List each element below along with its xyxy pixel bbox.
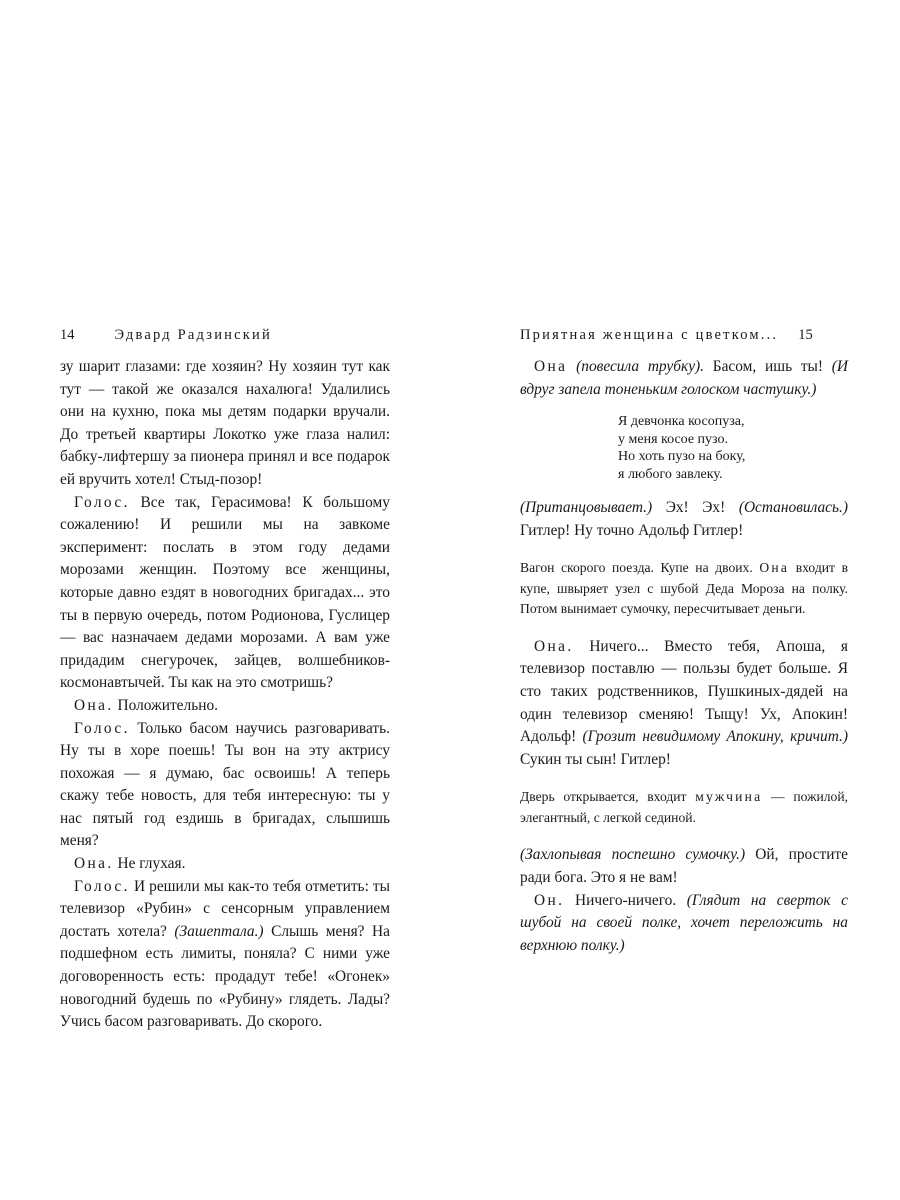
verse-line: Я девчонка косопуза,	[618, 414, 745, 430]
paragraph: (Захлопывая поспешно сумочку.) Ой, простите ради бога. Это я не вам!	[520, 846, 848, 887]
right-page	[520, 326, 848, 957]
speaker-name: Она	[534, 358, 568, 375]
stage-direction: (повесила трубку).	[576, 358, 705, 375]
song-verse	[618, 413, 848, 483]
stage-direction: (Захлопывая поспешно сумочку.)	[520, 846, 746, 864]
paragraph: Она. Положительно.	[74, 696, 218, 714]
left-running-title: Эдвард Радзинский	[114, 327, 272, 343]
stage-direction-block: Вагон скорого поезда. Купе на двоих. Она входит в купе, швыряет узел с шубой Деда Мороза на полку. Потом вынимает сумочку, пересчитывает деньги.	[520, 560, 848, 617]
paragraph: Он. Ничего-ничего. (Глядит на сверток с шубой на своей полке, хочет переложить на верхнюю полку.)	[520, 891, 848, 954]
speaker-name: Она.	[74, 855, 114, 873]
stage-direction: (Грозит невидимому Апокину, кричит.)	[582, 728, 848, 746]
paragraph: Голос. И решили мы как-то тебя отметить: ты телевизор «Рубин» с сенсорным управлением достать хотела? (Зашептала.) Слышь меня? На подшефном есть лимиты, поняла? С ними уже договоренность есть: продадут тебе! «Огонек» новогодний будешь по «Рубину» глядеть. Лады? Учись басом разговаривать. До скорого.	[60, 877, 390, 1031]
verse-line: у меня косое пузо.	[618, 431, 728, 447]
left-page	[60, 326, 390, 1034]
stage-direction: (Остановилась.)	[738, 499, 848, 517]
stage-direction: (Глядит на сверток с шубой на своей полке, хочет переложить на верхнюю полку.)	[520, 891, 848, 954]
right-running-head	[520, 326, 848, 344]
stage-direction-block: Дверь открывается, входит мужчина — пожилой, элегантный, с легкой сединой.	[520, 789, 848, 825]
stage-direction: (Зашептала.)	[174, 922, 264, 940]
speaker-name: Голос.	[74, 493, 130, 511]
stage-direction: (Пританцовывает.)	[520, 499, 653, 517]
verse-line: я любого завлеку.	[618, 466, 723, 482]
speaker-name: Голос.	[74, 877, 130, 895]
paragraph: зу шарит глазами: где хозяин? Ну хозяин тут как тут — такой же оказался нахалюга! Удалились они на кухню, пока мы детям подарки вручали. До третьей квартиры Локотко уже глаза налил: бабку-лифтершу за пионера принял и все подарок ей вручить хотел! Стыд-позор!	[60, 358, 390, 488]
left-running-head	[60, 326, 390, 344]
speaker-name: Голос.	[74, 719, 130, 737]
right-body-text	[520, 356, 848, 957]
speaker-name: Он.	[534, 891, 565, 909]
paragraph: Голос. Все так, Герасимова! К большому сожалению! И решили мы на завкоме эксперимент: послать в этом году дедами морозами женщин. Поэтому все женщины, которые давно ездят в новогодних бригадах... это ты в первую очередь, потом Родионова, Гуслицер — вас назначаем дедами морозами. А вам уже придадим снегурочек, зайцев, волшебников-космонавтычей. Ты как на это смотришь?	[60, 493, 390, 692]
paragraph: Она (повесила трубку). Басом, ишь ты! (И вдруг запела тоненьким голоском частушку.)	[520, 358, 848, 398]
speaker-name: Она.	[534, 637, 574, 655]
left-body-text	[60, 356, 390, 1034]
left-page-number: 14	[60, 327, 75, 343]
speaker-name: Она	[759, 560, 790, 576]
paragraph: (Пританцовывает.) Эх! Эх! (Остановилась.) Гитлер! Ну точно Адольф Гитлер!	[520, 499, 848, 539]
right-page-number: 15	[798, 327, 813, 343]
stage-direction: (И вдруг запела тоненьким голоском частушку.)	[520, 358, 848, 398]
speaker-name: Она.	[74, 696, 114, 714]
paragraph: Она. Ничего... Вместо тебя, Апоша, я телевизор поставлю — пользы будет больше. Я сто таких родственников, Пушкиных-дядей на один телевизор сменяю! Тыщу! Ух, Апокин! Адольф! (Грозит невидимому Апокину, кричит.) Сукин ты сын! Гитлер!	[520, 637, 848, 768]
verse-line: Но хоть пузо на боку,	[618, 449, 746, 465]
right-running-title: Приятная женщина с цветком...	[520, 327, 779, 343]
speaker-name: мужчина	[695, 789, 763, 805]
paragraph: Она. Не глухая.	[74, 855, 186, 873]
paragraph: Голос. Только басом научись разговаривать. Ну ты в хоре поешь! Ты вон на эту актрису похожая — я думаю, бас освоишь! А теперь скажу тебе новость, для тебя интересную: ты у нас пятый год ездишь в бригадах, слышишь меня?	[60, 719, 390, 850]
